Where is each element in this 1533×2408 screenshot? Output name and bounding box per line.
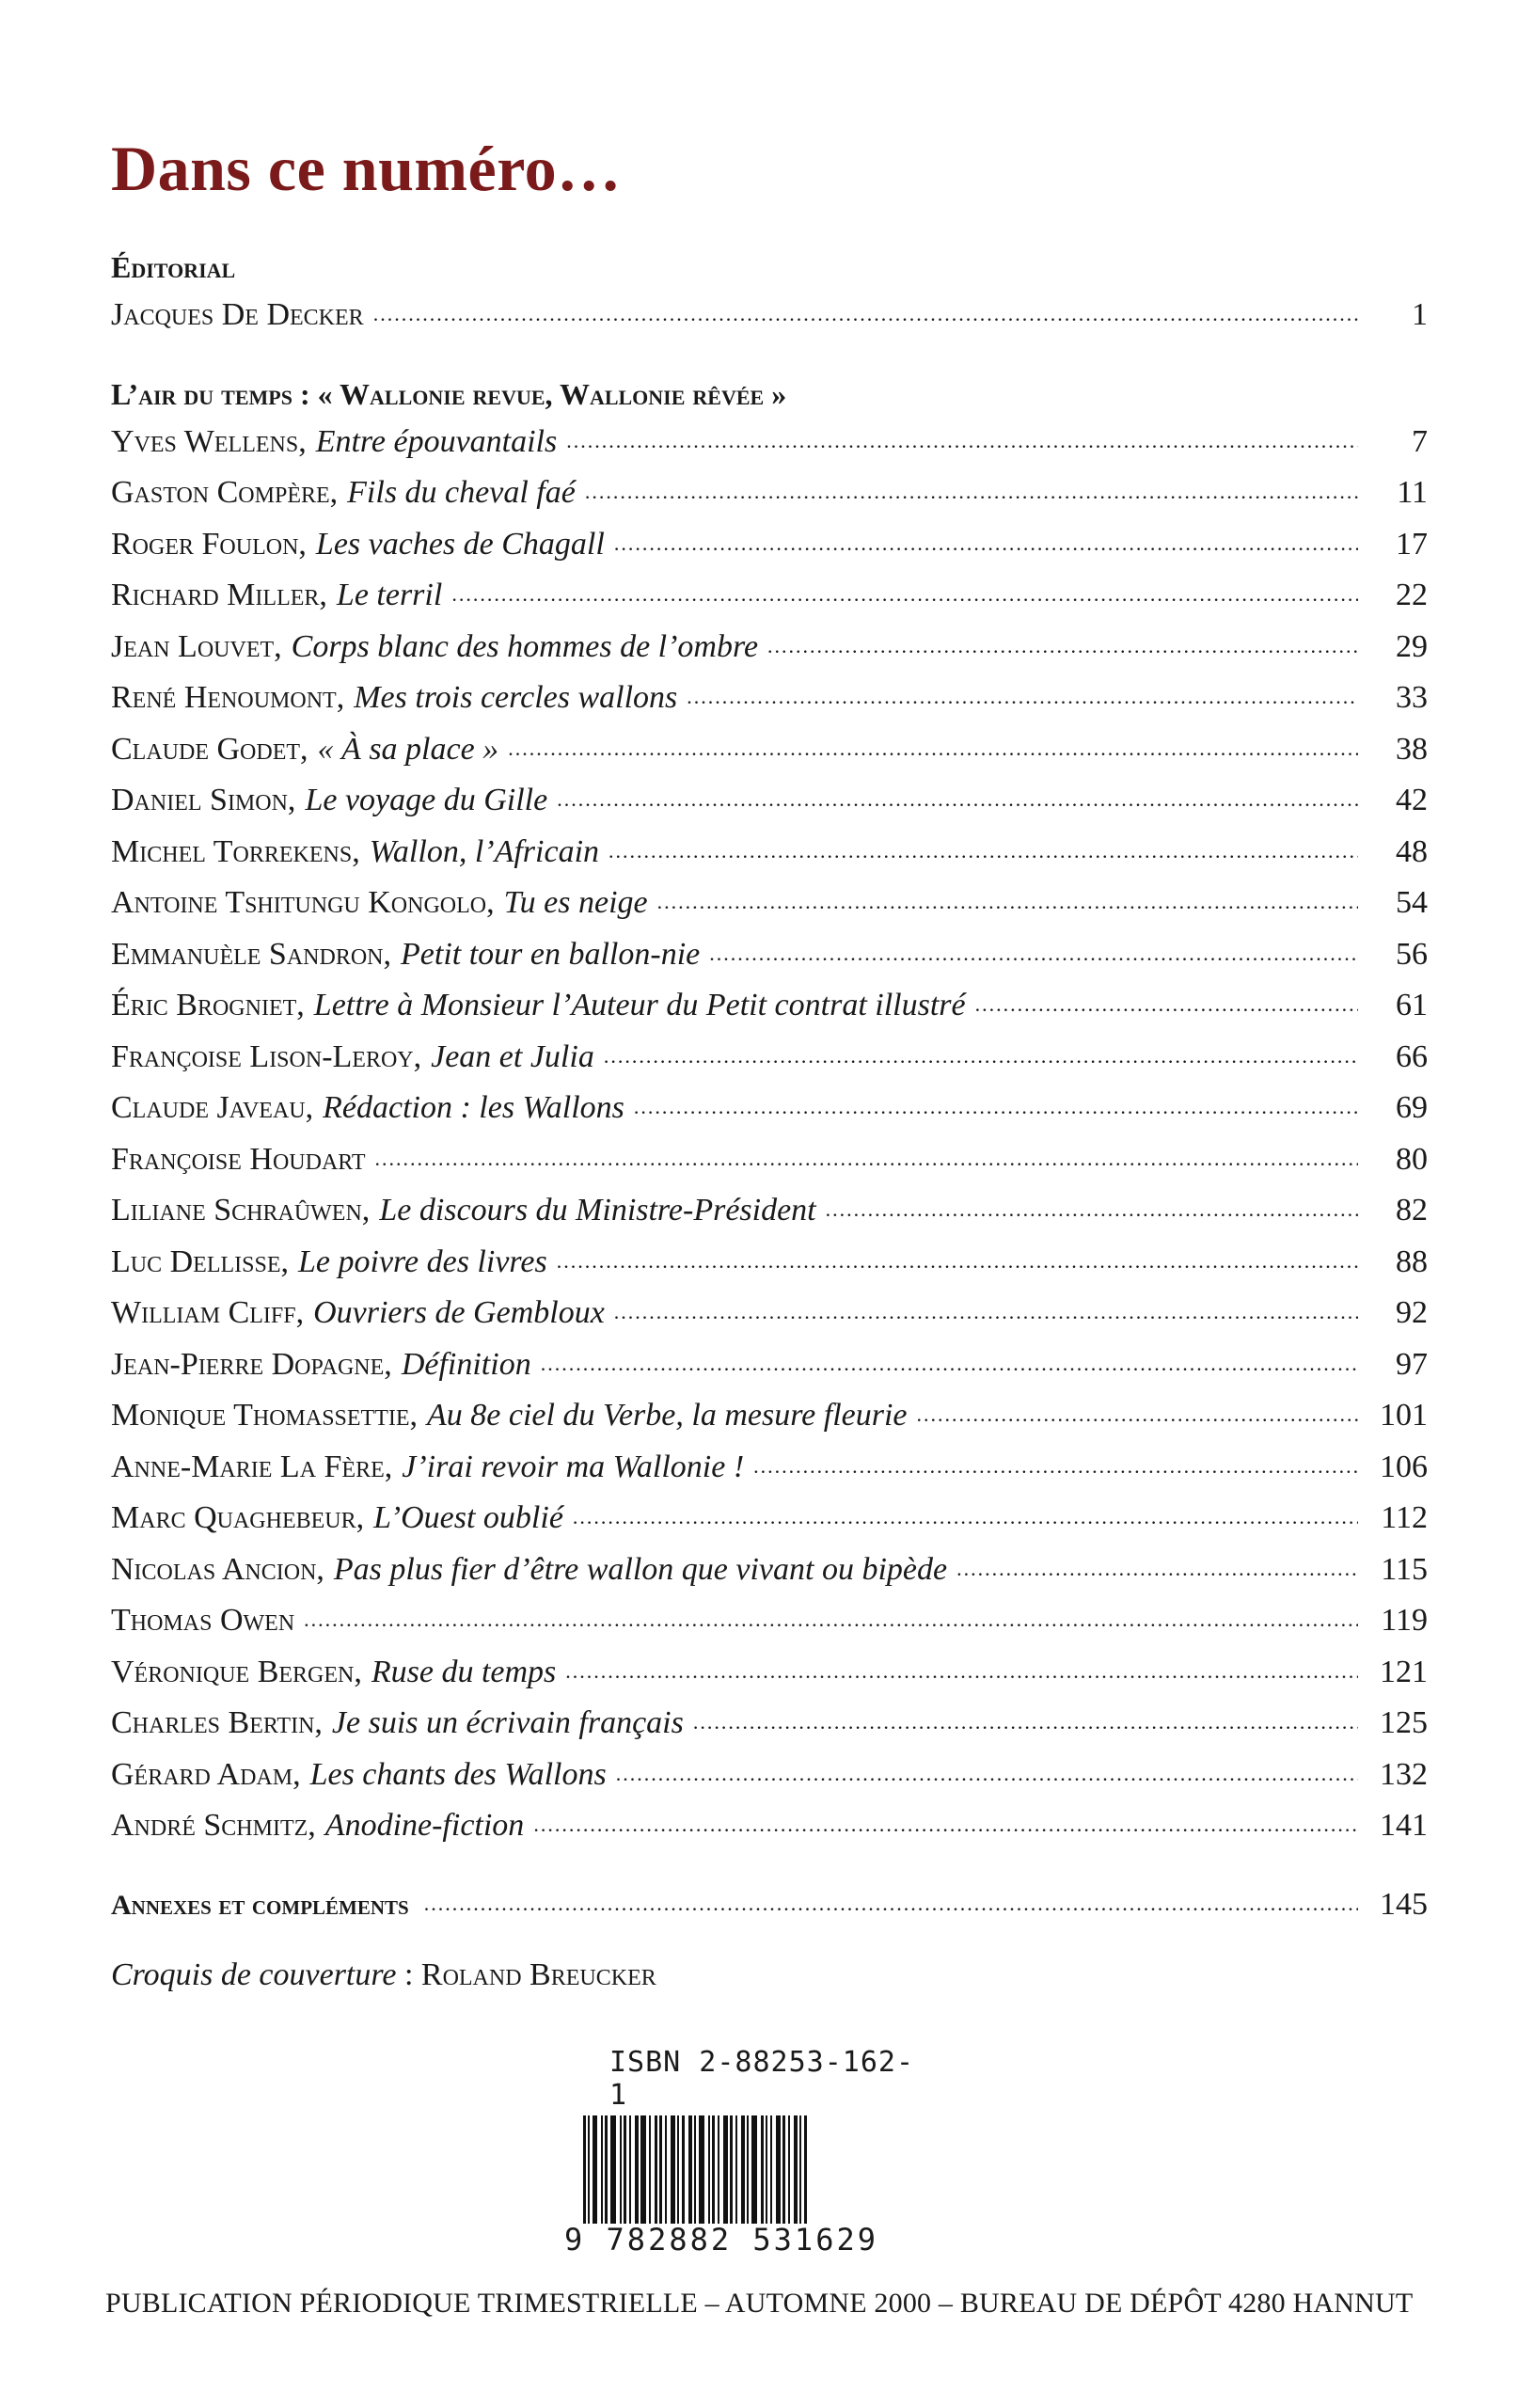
barcode-bar: [741, 2115, 745, 2224]
entry-title: Ouvriers de Gembloux: [313, 1295, 605, 1330]
toc-entry: [111, 673, 1428, 725]
entry-author: Michel Torrekens,: [111, 833, 360, 869]
entry-title: Rédaction : les Wallons: [323, 1090, 624, 1125]
barcode-bar: [635, 2115, 639, 2224]
entry-page: 29: [1396, 628, 1428, 664]
toc-entry: [111, 1238, 1428, 1290]
entry-title: Ruse du temps: [371, 1654, 557, 1689]
toc-entry: [111, 418, 1428, 469]
barcode-bar: [583, 2115, 586, 2224]
entry-title: J’irai revoir ma Wallonie !: [402, 1449, 745, 1484]
entry-title: L’Ouest oublié: [373, 1500, 563, 1535]
entry-page: 11: [1397, 475, 1428, 510]
toc-entry: [111, 1033, 1428, 1085]
entry-author: Gaston Compère,: [111, 475, 339, 510]
toc-entry: [111, 725, 1428, 777]
entry-page: 66: [1396, 1038, 1428, 1074]
toc-entry: [111, 1648, 1428, 1700]
dot-leader: [709, 927, 1358, 978]
entry-author: Anne-Marie La Fère,: [111, 1449, 393, 1484]
barcode-bar: [712, 2115, 715, 2224]
entry-page: 101: [1380, 1398, 1428, 1433]
entry-title: Le terril: [336, 578, 443, 612]
dot-leader: [956, 1542, 1358, 1593]
dot-leader: [975, 977, 1358, 1029]
barcode-bar: [788, 2115, 790, 2224]
toc-entry: [111, 468, 1428, 520]
dot-leader: [566, 414, 1358, 466]
entry-author: Yves Wellens,: [111, 423, 307, 459]
entry-page: 92: [1396, 1295, 1428, 1330]
dot-leader: [451, 567, 1358, 619]
barcode-bar: [605, 2115, 608, 2224]
entry-page: 125: [1380, 1705, 1428, 1740]
entry-author: Thomas Owen: [111, 1603, 295, 1638]
section-editorial: [111, 244, 1428, 342]
toc-entry: [111, 520, 1428, 572]
toc-entry: [111, 828, 1428, 879]
entry-page: 112: [1381, 1500, 1428, 1535]
entry-page: 1: [1412, 297, 1428, 332]
entry-author: William Cliff,: [111, 1295, 305, 1330]
barcode-bar: [688, 2115, 692, 2224]
dot-leader: [424, 1878, 1358, 1927]
entry-author: Marc Quaghebeur,: [111, 1500, 365, 1535]
cover-credit-colon: :: [396, 1956, 421, 1992]
entry-page: 42: [1396, 783, 1428, 817]
entry-author: Daniel Simon,: [111, 783, 296, 817]
entry-author: Luc Dellisse,: [111, 1244, 289, 1279]
toc-entry: [111, 1443, 1428, 1495]
entry-author: Monique Thomassettie,: [111, 1398, 419, 1433]
toc-entry: [111, 1699, 1428, 1751]
entry-page: 17: [1396, 526, 1428, 562]
entry-title: Fils du cheval faé: [347, 475, 576, 510]
cover-credit-name: Roland Breucker: [420, 1956, 656, 1992]
dot-leader: [767, 619, 1358, 671]
toc-entry: [111, 1186, 1428, 1238]
entry-author: Françoise Houdart: [111, 1141, 366, 1177]
entry-author: Charles Bertin,: [111, 1705, 323, 1740]
toc-entry: [111, 291, 1428, 342]
entry-page: 69: [1396, 1090, 1428, 1125]
barcode-number: 9 782882 531629: [564, 2222, 878, 2258]
barcode-bar: [655, 2115, 657, 2224]
entry-page: 119: [1381, 1603, 1428, 1638]
toc-entry: [111, 776, 1428, 828]
dot-leader: [753, 1439, 1358, 1491]
barcode-bar: [620, 2115, 622, 2224]
entry-author: René Henoumont,: [111, 680, 345, 715]
entry-title: Définition: [401, 1346, 531, 1382]
section-heading: L’air du temps : « Wallonie revue, Wallonie rêvée »: [111, 376, 787, 411]
dot-leader: [634, 1080, 1358, 1132]
dot-leader: [557, 1234, 1358, 1286]
entry-title: Anodine-fiction: [324, 1808, 525, 1843]
publication-footer: PUBLICATION PÉRIODIQUE TRIMESTRIELLE – AUTOMNE 2000 – BUREAU DE DÉPÔT 4280 HANNUT: [105, 2288, 1414, 2319]
dot-leader: [614, 516, 1358, 568]
annexes-page: 145: [1380, 1886, 1428, 1922]
section-air-du-temps: [111, 371, 1428, 1853]
barcode-bar: [799, 2115, 801, 2224]
entry-title: Corps blanc des hommes de l’ombre: [291, 628, 759, 664]
barcode-bar: [593, 2115, 597, 2224]
entry-title: Mes trois cercles wallons: [354, 680, 678, 715]
annexes-heading: Annexes et compléments: [111, 1889, 409, 1921]
barcode-bar: [671, 2115, 675, 2224]
barcode-bar: [766, 2115, 767, 2224]
entry-page: 82: [1396, 1193, 1428, 1228]
barcode-bar: [723, 2115, 728, 2224]
dot-leader: [616, 1747, 1358, 1798]
dot-leader: [917, 1387, 1358, 1439]
barcode-bar: [677, 2115, 679, 2224]
entry-author: André Schmitz,: [111, 1808, 316, 1843]
dot-leader: [573, 1490, 1358, 1542]
dot-leader: [533, 1798, 1358, 1849]
entry-page: 54: [1396, 885, 1428, 920]
entry-title: Au 8e ciel du Verbe, la mesure fleurie: [427, 1398, 908, 1433]
entry-author: Éric Brogniet,: [111, 988, 305, 1022]
entry-page: 141: [1380, 1808, 1428, 1843]
entry-title: Lettre à Monsieur l’Auteur du Petit contrat illustré: [313, 988, 966, 1022]
entry-author: Véronique Bergen,: [111, 1654, 362, 1689]
dot-leader: [585, 465, 1358, 516]
barcode-bar: [601, 2115, 603, 2224]
dot-leader: [557, 772, 1358, 824]
barcode-bar: [782, 2115, 785, 2224]
entry-author: Jean Louvet,: [111, 628, 282, 664]
entry-page: 33: [1396, 680, 1428, 715]
entry-page: 106: [1380, 1449, 1428, 1484]
barcode-bar: [776, 2115, 781, 2224]
entry-title: Wallon, l’Africain: [369, 833, 600, 869]
barcode-bar: [770, 2115, 772, 2224]
toc-entry: [111, 1084, 1428, 1135]
toc-entry: [111, 1494, 1428, 1545]
entry-page: 121: [1380, 1654, 1428, 1689]
entry-title: Le discours du Ministre-Président: [379, 1193, 816, 1228]
entry-author: Antoine Tshitungu Kongolo,: [111, 885, 495, 920]
entry-page: 115: [1381, 1551, 1428, 1587]
entry-page: 132: [1380, 1756, 1428, 1792]
barcode: [583, 2115, 922, 2224]
entry-title: Le voyage du Gille: [305, 783, 548, 817]
entry-title: « À sa place »: [317, 731, 499, 767]
page-title: Dans ce numéro…: [111, 133, 622, 204]
entry-author: Nicolas Ancion,: [111, 1551, 324, 1587]
entry-author: Jean-Pierre Dopagne,: [111, 1346, 392, 1382]
section-heading: Éditorial: [111, 250, 236, 284]
entry-author: Emmanuèle Sandron,: [111, 936, 392, 972]
dot-leader: [541, 1337, 1358, 1388]
toc-entry: [111, 1340, 1428, 1392]
entry-page: 80: [1396, 1141, 1428, 1177]
dot-leader: [693, 1695, 1358, 1747]
toc-entry: [111, 1751, 1428, 1802]
dot-leader: [304, 1592, 1358, 1644]
barcode-bar: [794, 2115, 798, 2224]
entry-page: 88: [1396, 1244, 1428, 1279]
barcode-bar: [659, 2115, 662, 2224]
entry-author: Roger Foulon,: [111, 526, 307, 562]
annexes-entry: [111, 1881, 1428, 1931]
entry-title: Les chants des Wallons: [309, 1756, 607, 1792]
toc-entry: [111, 1596, 1428, 1648]
entry-title: Pas plus fier d’être wallon que vivant ou bipède: [333, 1551, 948, 1587]
barcode-bar: [610, 2115, 616, 2224]
toc-page: [111, 132, 1428, 1993]
entry-page: 97: [1396, 1346, 1428, 1382]
entry-title: Entre épouvantails: [315, 423, 558, 459]
barcode-bar: [588, 2115, 590, 2224]
entry-title: Je suis un écrivain français: [331, 1705, 684, 1740]
toc-entry: [111, 1801, 1428, 1853]
entry-author: Liliane Schraûwen,: [111, 1193, 371, 1228]
dot-leader: [508, 721, 1358, 773]
toc-entry: [111, 981, 1428, 1033]
barcode-bar: [708, 2115, 710, 2224]
toc-entry: [111, 1391, 1428, 1443]
barcode-bar: [735, 2115, 737, 2224]
isbn-text: ISBN 2-88253-162-1: [609, 2046, 915, 2112]
entry-title: Tu es neige: [503, 885, 648, 920]
dot-leader: [608, 824, 1358, 876]
toc-entry: [111, 1545, 1428, 1597]
entry-page: 38: [1396, 731, 1428, 767]
entry-title: Petit tour en ballon-nie: [401, 936, 701, 972]
dot-leader: [657, 875, 1358, 927]
barcode-bar: [629, 2115, 631, 2224]
dot-leader: [375, 1132, 1358, 1183]
entry-author: Jacques De Decker: [111, 297, 364, 332]
entry-page: 61: [1396, 988, 1428, 1022]
toc-entry: [111, 623, 1428, 674]
entry-author: Françoise Lison-Leroy,: [111, 1038, 422, 1074]
entry-author: Richard Miller,: [111, 578, 327, 612]
barcode-bar: [665, 2115, 667, 2224]
toc-entry: [111, 1135, 1428, 1187]
entry-page: 22: [1396, 578, 1428, 612]
barcode-bar: [682, 2115, 685, 2224]
isbn-block: [564, 2046, 922, 2258]
barcode-bar: [624, 2115, 626, 2224]
entry-author: Claude Godet,: [111, 731, 308, 767]
barcode-bar: [640, 2115, 646, 2224]
entry-list: [111, 418, 1428, 1853]
barcode-bar: [751, 2115, 757, 2224]
toc-entry: [111, 1289, 1428, 1340]
barcode-bar: [804, 2115, 807, 2224]
entry-title: Les vaches de Chagall: [315, 526, 605, 562]
entry-page: 56: [1396, 936, 1428, 972]
barcode-bar: [694, 2115, 696, 2224]
barcode-bar: [649, 2115, 651, 2224]
dot-leader: [604, 1029, 1358, 1081]
barcode-bar: [699, 2115, 704, 2224]
toc-entry: [111, 879, 1428, 930]
toc-entry: [111, 571, 1428, 623]
dot-leader: [614, 1285, 1358, 1337]
barcode-bar: [718, 2115, 719, 2224]
entry-title: Jean et Julia: [431, 1038, 594, 1074]
dot-leader: [565, 1644, 1358, 1696]
entry-title: Le poivre des livres: [298, 1244, 547, 1279]
dot-leader: [687, 670, 1358, 721]
barcode-bar: [730, 2115, 733, 2224]
toc-entry: [111, 930, 1428, 982]
entry-author: Claude Javeau,: [111, 1090, 314, 1125]
barcode-bar: [761, 2115, 764, 2224]
entry-page: 7: [1412, 423, 1428, 459]
entry-page: 48: [1396, 833, 1428, 869]
dot-leader: [373, 287, 1358, 339]
barcode-bar: [747, 2115, 749, 2224]
dot-leader: [826, 1182, 1358, 1234]
cover-credit-label: Croquis de couverture: [111, 1956, 397, 1992]
entry-author: Gérard Adam,: [111, 1756, 301, 1792]
cover-credit: [111, 1957, 1428, 1993]
